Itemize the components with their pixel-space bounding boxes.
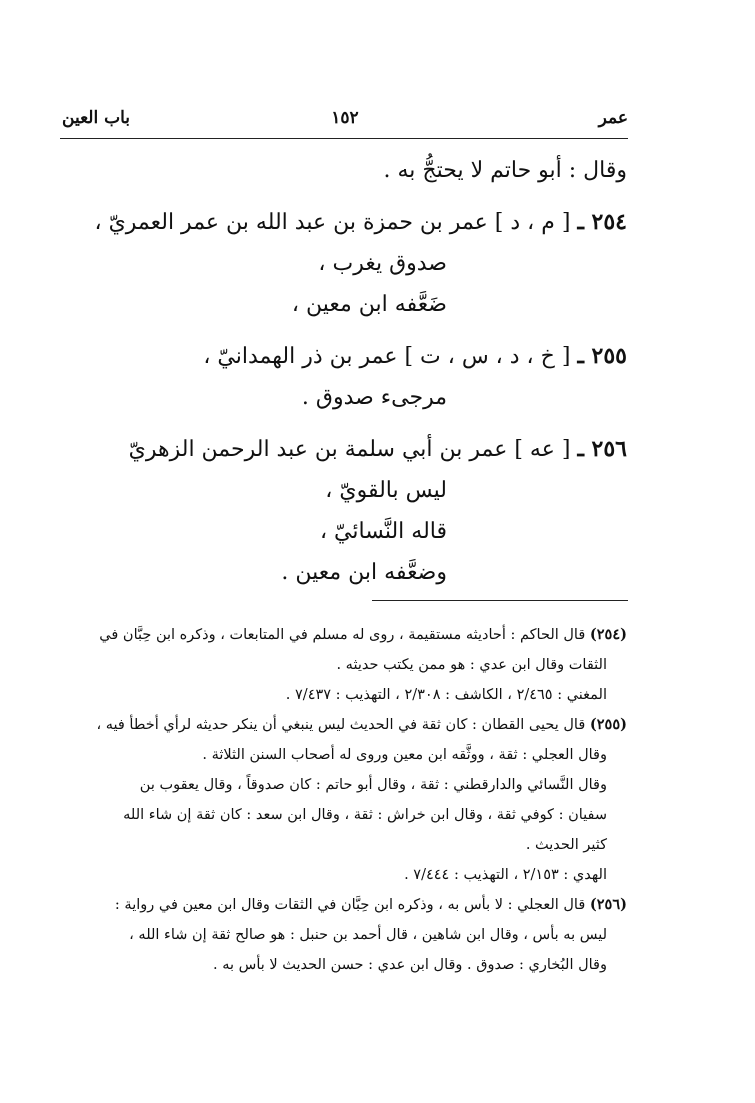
header-divider	[60, 138, 628, 139]
entry-line: وضعَّفه ابن معين .	[281, 560, 447, 585]
footnote-line: وقال العجلي : ثقة ، ووثَّقه ابن معين وروى له أصحاب السنن الثلاثة .	[202, 747, 607, 763]
entry-heading: [ عه ] عمر بن أبي سلمة بن عبد الرحمن الزهريّ	[128, 437, 571, 462]
footnote-256	[57, 890, 627, 980]
entry-line: صدوق يغرب ،	[318, 251, 447, 276]
footnote-number: (٢٥٤)	[589, 626, 627, 643]
footnote-254	[57, 620, 627, 710]
entry-256	[67, 429, 627, 593]
entry-number: ٢٥٦ ـ	[577, 436, 627, 462]
footnote-text: قال يحيى القطان : كان ثقة في الحديث ليس ينبغي أن ينكر حديثه لرأي أخطأ فيه ،	[96, 717, 586, 733]
page-header	[62, 108, 628, 136]
entry-heading: [ خ ، د ، س ، ت ] عمر بن ذر الهمدانيّ ،	[203, 344, 571, 369]
footnote-line: كثير الحديث .	[525, 837, 607, 853]
entry-number: ٢٥٤ ـ	[577, 209, 627, 235]
footnote-line: الهدي : ٢/١٥٣ ، التهذيب : ٧/٤٤٤ .	[404, 867, 607, 883]
entry-number: ٢٥٥ ـ	[577, 343, 627, 369]
entry-line: ليس بالقويّ ،	[325, 478, 447, 503]
header-section-title: عمر	[598, 108, 628, 128]
entry-heading: [ م ، د ] عمر بن حمزة بن عبد الله بن عمر العمريّ ،	[94, 210, 571, 235]
entry-255	[67, 336, 627, 418]
footnote-255	[57, 710, 627, 890]
lead-line: وقال : أبو حاتم لا يحتجُّ به .	[383, 158, 627, 183]
footnote-line: المغني : ٢/٤٦٥ ، الكاشف : ٢/٣٠٨ ، التهذيب : ٧/٤٣٧ .	[285, 687, 607, 703]
main-text	[67, 150, 627, 593]
footnote-line: ليس به بأس ، وقال ابن شاهين ، قال أحمد بن حنبل : هو صالح ثقة إن شاء الله ،	[129, 927, 607, 943]
header-chapter-title: باب العين	[62, 108, 131, 128]
footnote-text: قال العجلي : لا بأس به ، وذكره ابن حِبَّان في الثقات وقال ابن معين في رواية :	[114, 897, 586, 913]
footnote-text: قال الحاكم : أحاديثه مستقيمة ، روى له مسلم في المتابعات ، وذكره ابن حِبَّان في	[99, 627, 586, 643]
footnote-number: (٢٥٥)	[589, 716, 627, 733]
footnote-line: سفيان : كوفي ثقة ، وقال ابن خراش : ثقة ، وقال ابن سعد : كان ثقة إن شاء الله	[123, 807, 607, 823]
entry-254	[67, 202, 627, 325]
footnote-line: وقال البُخاري : صدوق . وقال ابن عدي : حسن الحديث لا بأس به .	[213, 957, 607, 973]
footnote-separator	[372, 600, 628, 601]
footnote-number: (٢٥٦)	[589, 896, 627, 913]
footnote-line: الثقات وقال ابن عدي : هو ممن يكتب حديثه .	[336, 657, 607, 673]
entry-line: قاله النَّسائيّ ،	[319, 519, 447, 544]
entry-line: ضَعَّفه ابن معين ،	[291, 292, 447, 317]
footnotes	[57, 620, 627, 980]
entry-line: مرجىء صدوق .	[301, 385, 447, 410]
page-number: ١٥٢	[331, 108, 359, 128]
footnote-line: وقال النَّسائي والدارقطني : ثقة ، وقال أبو حاتم : كان صدوقاً ، وقال يعقوب بن	[139, 777, 607, 793]
